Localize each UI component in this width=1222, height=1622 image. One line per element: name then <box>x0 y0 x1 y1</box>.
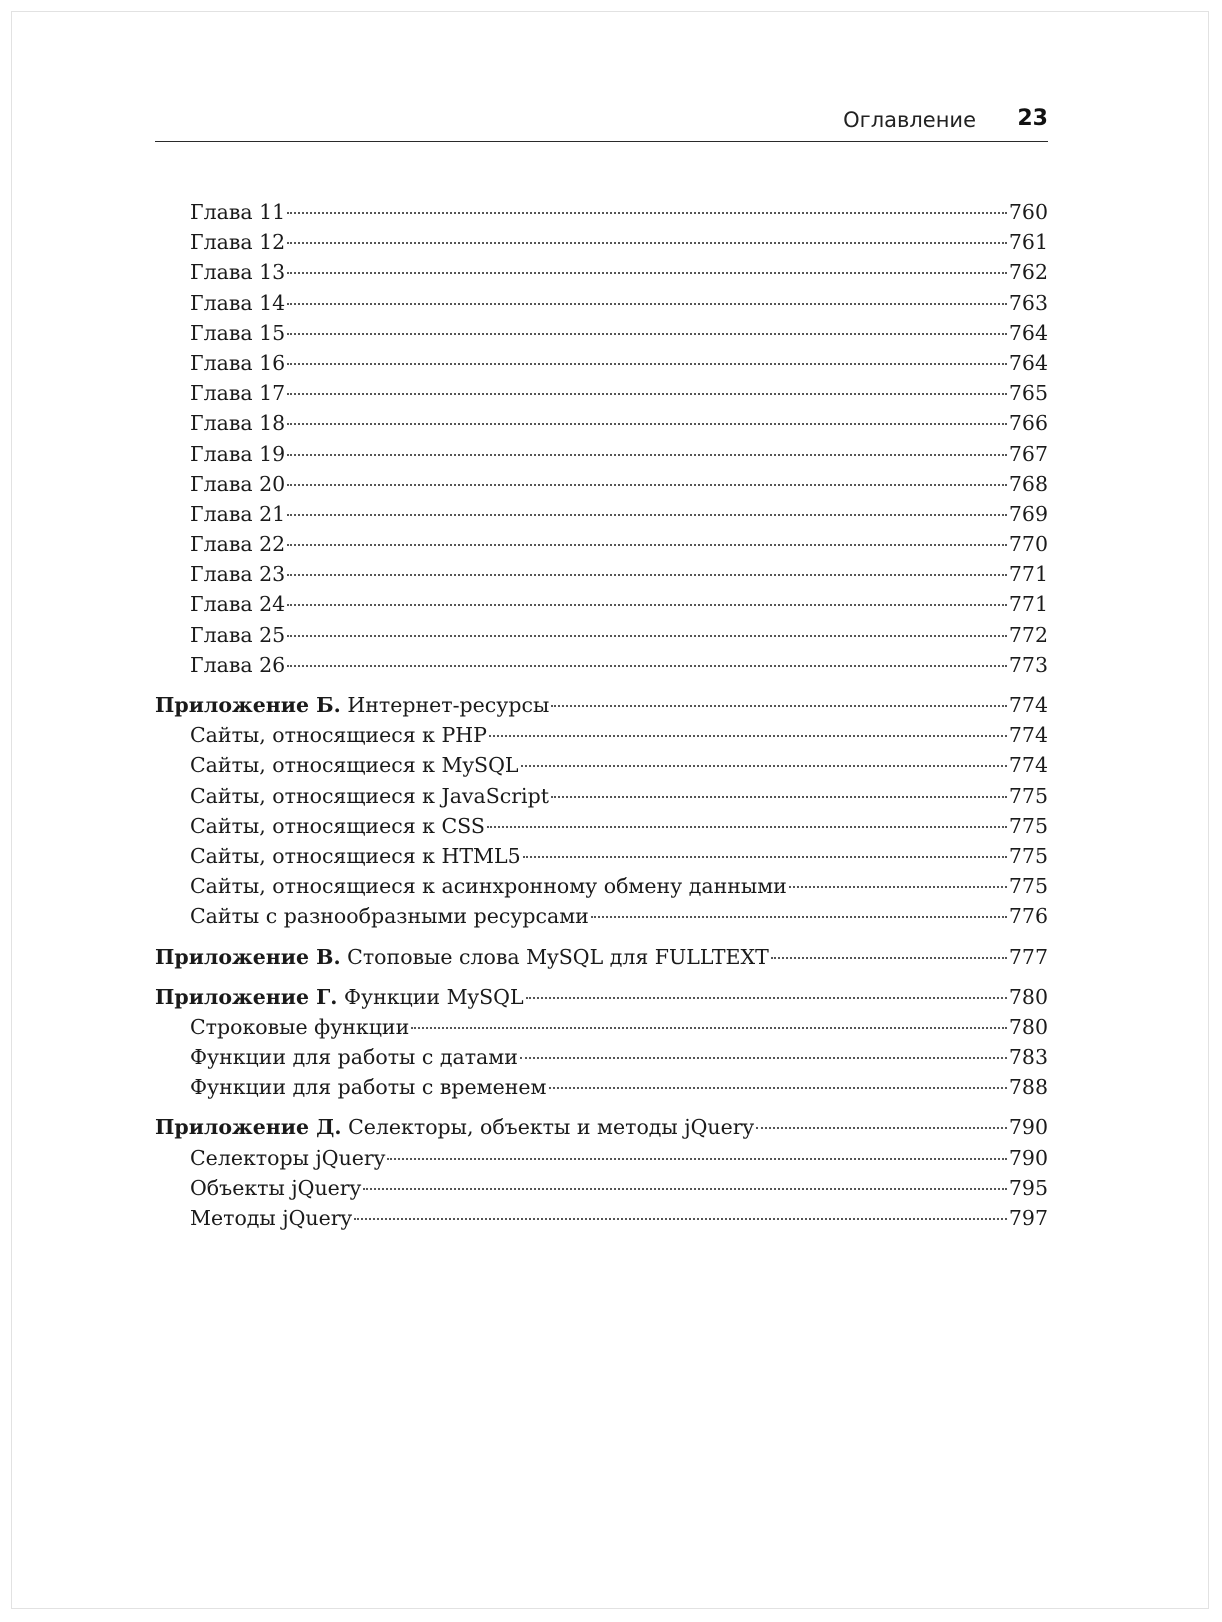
toc-entry-sites-css[interactable] <box>155 811 1048 841</box>
toc-entry-page: 774 <box>1008 753 1048 778</box>
leader-dots <box>489 735 1007 737</box>
toc-entry-page: 774 <box>1008 723 1048 748</box>
leader-dots <box>520 1057 1007 1059</box>
leader-dots <box>523 856 1007 858</box>
toc-appendix-g[interactable] <box>155 982 1048 1012</box>
leader-dots <box>591 916 1007 918</box>
leader-dots <box>487 826 1007 828</box>
leader-dots <box>287 423 1007 425</box>
toc-entry-page: 772 <box>1008 622 1048 647</box>
toc-entry-time-functions[interactable] <box>155 1072 1048 1102</box>
leader-dots <box>287 665 1007 667</box>
leader-dots <box>526 997 1007 999</box>
toc-entry-page: 797 <box>1008 1206 1048 1230</box>
toc-entry-label: Строковые функции <box>190 1014 410 1039</box>
toc-entry-label: Глава 11 <box>190 200 286 224</box>
leader-dots <box>756 1127 1007 1129</box>
leader-dots <box>387 1158 1007 1160</box>
appendix-title: Интернет-ресурсы <box>347 693 550 717</box>
leader-dots <box>551 705 1007 707</box>
toc-entry-chapter-13[interactable] <box>155 257 1048 287</box>
leader-dots <box>287 363 1007 365</box>
toc-entry-chapter-15[interactable] <box>155 318 1048 348</box>
toc-entry-jquery-selectors[interactable] <box>155 1143 1048 1173</box>
toc-entry-page: 790 <box>1008 1145 1048 1170</box>
toc-entry-chapter-24[interactable] <box>155 589 1048 619</box>
toc-entry-sites-html5[interactable] <box>155 841 1048 871</box>
table-of-contents <box>155 197 1048 1233</box>
toc-entry-label: Функции для работы с временем <box>190 1075 547 1100</box>
page-number: 23 <box>1017 106 1048 131</box>
leader-dots <box>287 272 1007 274</box>
leader-dots <box>411 1027 1007 1029</box>
leader-dots <box>551 796 1007 798</box>
toc-entry-label: Сайты с разнообразными ресурсами <box>190 904 589 929</box>
toc-entry-page: 771 <box>1008 592 1048 617</box>
toc-entry-page: 761 <box>1008 230 1048 255</box>
toc-entry-page: 763 <box>1008 290 1048 315</box>
toc-entry-page: 766 <box>1008 411 1048 436</box>
toc-entry-page: 788 <box>1008 1075 1048 1100</box>
toc-entry-sites-async[interactable] <box>155 871 1048 901</box>
toc-entry-chapter-14[interactable] <box>155 288 1048 318</box>
toc-entry-date-functions[interactable] <box>155 1042 1048 1072</box>
appendix-prefix: Приложение Г. <box>155 984 338 1009</box>
toc-entry-label: Глава 21 <box>190 501 286 526</box>
running-head <box>155 100 1048 142</box>
toc-entry-page: 780 <box>1008 984 1048 1009</box>
toc-entry-chapter-16[interactable] <box>155 348 1048 378</box>
toc-entry-label: Глава 24 <box>190 592 286 617</box>
appendix-title: Функции MySQL <box>343 984 524 1009</box>
toc-entry-page: 775 <box>1008 843 1048 868</box>
toc-appendix-v[interactable] <box>155 942 1048 972</box>
toc-entry-label <box>155 1112 754 1142</box>
toc-entry-sites-mysql[interactable] <box>155 750 1048 780</box>
appendix-title: Селекторы, объекты и методы jQuery <box>348 1115 755 1140</box>
toc-entry-label <box>155 942 769 972</box>
toc-entry-page: 790 <box>1008 1115 1048 1140</box>
toc-appendix-b[interactable] <box>155 690 1048 720</box>
toc-entry-label: Сайты, относящиеся к HTML5 <box>190 843 521 868</box>
toc-entry-chapter-17[interactable] <box>155 378 1048 408</box>
toc-entry-label: Глава 13 <box>190 260 286 285</box>
toc-entry-page: 775 <box>1008 813 1048 838</box>
toc-entry-label: Сайты, относящиеся к PHP <box>190 723 487 748</box>
toc-entry-page: 765 <box>1008 381 1048 406</box>
leader-dots <box>287 544 1007 546</box>
toc-entry-label: Глава 15 <box>190 320 286 345</box>
leader-dots <box>287 212 1007 214</box>
toc-entry-chapter-11[interactable] <box>155 197 1048 227</box>
toc-entry-page: 783 <box>1008 1045 1048 1070</box>
toc-entry-label: Глава 16 <box>190 350 286 375</box>
toc-entry-label: Селекторы jQuery <box>190 1145 386 1170</box>
toc-entry-label: Методы jQuery <box>190 1206 353 1230</box>
toc-entry-label: Глава 12 <box>190 230 286 255</box>
toc-entry-label: Глава 20 <box>190 471 286 496</box>
leader-dots <box>287 303 1007 305</box>
toc-entry-label: Глава 19 <box>190 441 286 466</box>
running-head-title: Оглавление <box>843 108 976 132</box>
toc-entry-page: 777 <box>1008 944 1048 969</box>
toc-entry-chapter-23[interactable] <box>155 559 1048 589</box>
toc-entry-label: Глава 22 <box>190 532 286 557</box>
toc-entry-label: Сайты, относящиеся к MySQL <box>190 753 519 778</box>
leader-dots <box>789 886 1007 888</box>
toc-entry-chapter-18[interactable] <box>155 408 1048 438</box>
toc-entry-page: 762 <box>1008 260 1048 285</box>
toc-entry-label: Сайты, относящиеся к CSS <box>190 813 485 838</box>
leader-dots <box>354 1218 1007 1220</box>
toc-entry-jquery-objects[interactable] <box>155 1173 1048 1203</box>
toc-entry-page: 769 <box>1008 501 1048 526</box>
toc-entry-page: 764 <box>1008 320 1048 345</box>
toc-entry-page: 768 <box>1008 471 1048 496</box>
toc-entry-label: Глава 25 <box>190 622 286 647</box>
toc-entry-string-functions[interactable] <box>155 1012 1048 1042</box>
toc-entry-chapter-12[interactable] <box>155 227 1048 257</box>
toc-entry-chapter-25[interactable] <box>155 620 1048 650</box>
toc-entry-page: 770 <box>1008 532 1048 557</box>
leader-dots <box>771 957 1007 959</box>
toc-entry-chapter-21[interactable] <box>155 499 1048 529</box>
leader-dots <box>549 1087 1007 1089</box>
toc-entry-page: 775 <box>1008 874 1048 899</box>
toc-entry-page: 764 <box>1008 350 1048 375</box>
toc-entry-page: 775 <box>1008 783 1048 808</box>
leader-dots <box>287 454 1007 456</box>
leader-dots <box>287 514 1007 516</box>
leader-dots <box>287 604 1007 606</box>
toc-entry-label: Глава 23 <box>190 562 286 587</box>
toc-entry-label: Глава 17 <box>190 381 286 406</box>
toc-entry-page: 773 <box>1008 652 1048 677</box>
toc-entry-page: 767 <box>1008 441 1048 466</box>
toc-entry-jquery-methods[interactable] <box>155 1203 1048 1233</box>
toc-entry-chapter-26[interactable] <box>155 650 1048 680</box>
leader-dots <box>287 574 1007 576</box>
leader-dots <box>287 333 1007 335</box>
appendix-prefix: Приложение В. <box>155 944 341 969</box>
toc-entry-label <box>155 982 524 1012</box>
appendix-prefix: Приложение Б. <box>155 693 341 717</box>
toc-entry-sites-javascript[interactable] <box>155 781 1048 811</box>
toc-entry-page: 795 <box>1008 1175 1048 1200</box>
toc-entry-label: Глава 14 <box>190 290 286 315</box>
appendix-prefix: Приложение Д. <box>155 1115 342 1140</box>
toc-entry-page: 776 <box>1008 904 1048 929</box>
toc-entry-label: Сайты, относящиеся к JavaScript <box>190 783 549 808</box>
toc-appendix-d[interactable] <box>155 1112 1048 1142</box>
leader-dots <box>287 484 1007 486</box>
toc-entry-label: Функции для работы с датами <box>190 1045 518 1070</box>
toc-entry-sites-php[interactable] <box>155 720 1048 750</box>
leader-dots <box>287 393 1007 395</box>
leader-dots <box>287 242 1007 244</box>
toc-entry-label: Глава 26 <box>190 652 286 677</box>
leader-dots <box>287 635 1007 637</box>
toc-entry-chapter-22[interactable] <box>155 529 1048 559</box>
toc-entry-label: Глава 18 <box>190 411 286 436</box>
leader-dots <box>521 765 1007 767</box>
appendix-title: Стоповые слова MySQL для FULLTEXT <box>347 944 769 969</box>
toc-entry-page: 774 <box>1008 693 1048 717</box>
toc-entry-page: 760 <box>1008 200 1048 224</box>
toc-entry-label <box>155 690 549 720</box>
leader-dots <box>363 1188 1007 1190</box>
toc-entry-chapter-19[interactable] <box>155 439 1048 469</box>
toc-entry-page: 780 <box>1008 1014 1048 1039</box>
toc-entry-label: Сайты, относящиеся к асинхронному обмену данными <box>190 874 787 899</box>
toc-entry-sites-misc[interactable] <box>155 901 1048 931</box>
toc-entry-label: Объекты jQuery <box>190 1175 362 1200</box>
toc-entry-chapter-20[interactable] <box>155 469 1048 499</box>
toc-entry-page: 771 <box>1008 562 1048 587</box>
